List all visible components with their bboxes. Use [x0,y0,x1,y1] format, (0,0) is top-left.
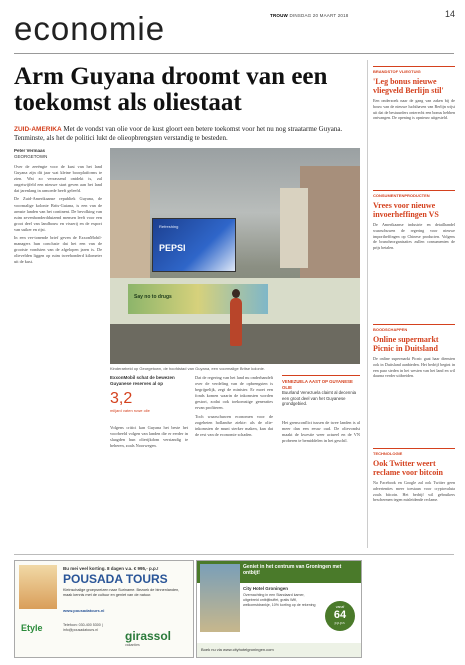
sidebar-item [373,66,455,190]
mural-text: Say no to drugs [134,294,172,300]
advertisement-pousada-tours[interactable] [14,560,194,658]
fact-box-text: Buurland Venezuela claimt al decennia een groot deel van het Guyanese grondgebied. [282,390,357,407]
sidebar-body: Een onderzoek naar de gang van zaken bij de bouw van de nieuwe luchthaven van Berlijn wijst uit dat de bestuurders onterecht een bonus hebben ontvangen. De opening is opnieuw uitgesteld. [373,98,455,121]
sidebar-section: TECHNOLOGIE [373,448,455,456]
sidebar-item [373,448,455,550]
paragraph: Over de zeeëngte voor de kust van het land Guyana zijn dit jaar wat kleine boorplatforms te zien. Wat zo verrassend ontdekt is, zal ongetwijfeld een nieuwe start geven aan het land dat jarenlang in armoede heeft geleefd. [14,164,102,194]
pull-quote-text: ExxonMobil schat de bewezen Guyanese reserves al op [110,375,175,386]
ad-logo: Etyle [21,623,43,633]
ad-hotel-name: City Hotel Groningen [243,586,288,591]
header-divider [14,53,454,54]
pull-quote-number: 3,2 [110,390,133,407]
ad-partner-sub: vakanties [125,643,140,647]
paragraph: Het grensconflict tussen de twee landen is al meer dan een eeuw oud. De olievondst maakt de kwestie weer actueel en de VN proberen te bemiddelen in het geschil. [282,420,360,444]
ad-partner-name: girassol [125,629,172,643]
sidebar-headline: 'Leg bonus nieuwe vliegveld Berlijn stil' [373,77,444,95]
person-head [232,289,240,298]
article-column-4 [282,420,360,547]
photo-caption: Kinderarbeid op Georgetown, de hoofdstad van Guyana, een voormalige Britse kolonie. [110,366,265,371]
ad-offer: Bu mei veel korting. 8 dagen v.a. € 995,- p.p.! [63,566,159,571]
masthead [270,13,349,18]
sidebar-body: Na Facebook en Google zal ook Twitter geen advertenties meer toestaan voor cryptovaluta zoals bitcoin. Het bedrijf wil gebruikers beschermen tegen misleidende reclame. [373,480,455,503]
sidebar-item [373,190,455,314]
page-number: 14 [445,9,456,19]
article-kicker: ZUID-AMERIKA [14,126,62,133]
issue-date: DINSDAG 20 MAART 2018 [289,13,349,18]
ad-partner-logo [125,629,171,647]
photo-billboard [152,218,236,272]
sidebar-item [373,324,455,448]
photo-person [230,298,242,346]
ad-price-prefix: vanaf [335,605,345,609]
pull-quote-unit: miljard vaten ruwe olie [110,408,150,413]
ads-divider [14,554,454,555]
fact-box-title: VENEZUELA AAST OP GUYANESE OLIE [282,379,353,390]
paragraph: Volgens critici kan Guyana het beste het voorbeeld volgen van landen die er eerder in slaagden hun olierijkdom verstandig te beheren, zoals Noorwegen. [110,425,188,449]
billboard-tag: Refreshing [159,224,179,229]
sidebar-headline: Online supermarkt Picnic in Duitsland [373,335,439,353]
paragraph: Toch waarschuwen economen voor de zogeheten hollandse ziekte: als de olie-inkomsten de munt sterker maken, kan dat de rest van de economie schaden. [195,413,273,437]
author-place: GEORGETOWN [14,154,48,159]
ad-text: Kleinschalige groepsreizen naar Suriname. Bezoek de binnenlanden, maak kennis met de cultuur en geniet van de natuur. [63,588,180,597]
photo-building [300,166,360,286]
fact-box [282,375,360,418]
ad-footer[interactable] [197,643,361,657]
article-lead-text: Met de vondst van olie voor de kust gloort een betere toekomst voor het nu nog straatarme Guyana. Tenminste, als het de politici lukt de olieopbrengsten verstandig te besteden. [14,125,343,142]
article-column-2 [110,425,188,547]
ad-features: Overnachting in een Standaard kamer, uitgebreid ontbijtbuffet, gratis Wifi, welkomstdrankje, 10% korting op de rekening [243,593,316,607]
advertisement-city-hotel[interactable] [196,560,362,658]
billboard-brand: PEPSI [159,243,186,253]
ad-photo [19,565,57,609]
photo-building [280,188,308,268]
author-name: Peter Vermaas [14,148,46,153]
article-column-1 [14,164,102,549]
pull-quote [110,375,188,417]
paragraph: De Zuid-Amerikaanse republiek Guyana, de voormalige kolonie Brits-Guiana, is een van de armste landen van het continent. De bevolking van ruim zevenhonderdduizend mensen leeft voor een groot deel van landbouw en visserij en de export van suiker en rijst. [14,196,102,232]
ad-booking-link[interactable]: Boek nu via www.cityhotelgroningen.com [201,647,274,652]
paragraph: In een ver-tonende brief geven de ExxonMobil-managers hun conclusie dat het een van de grootste vondsten van de afgelopen jaren is. De olievelden liggen op ruim tweehonderd kilometer uit de kust. [14,235,102,265]
sidebar-section: BRANDSTOF VLIEGTUIG [373,66,455,74]
ad-title: Geniet in het centrum van Groningen met ontbijt! [243,564,342,576]
paper-name: TROUW [270,13,288,18]
sidebar-section: BOODSCHAPPEN [373,324,455,332]
article-lead [14,125,359,143]
ad-website-link[interactable]: www.pousadatours.nl [63,608,105,613]
sidebar-headline: Vrees voor nieuwe invoerheffingen VS [373,201,439,219]
article-photo [110,148,360,364]
ad-brand: POUSADA TOURS [63,572,168,586]
ad-contact: Telefoon: 030-400 5300 | info@pousadatours.nl [63,623,103,632]
ad-price-suffix: p.p.p.n. [334,621,346,625]
article-column-3 [195,375,273,547]
sidebar-body: De online supermarkt Picnic gaat haar diensten ook in Duitsland aanbieden. Het bedrijf begint in een paar steden in het westen van het land en wil daarna verder uitbreiden. [373,356,455,379]
article-headline: Arm Guyana droomt van een toekomst als oliestaat [14,63,328,116]
paragraph: Dat de regering van het land nu onderhandelt over de verdeling van de opbrengsten is begrijpelijk, zegt de minister. Er moet een fonds komen waarin de inkomsten worden gestort, zodat ook toekomstige generaties ervan profiteren. [195,375,273,411]
ad-price-value: 64 [333,609,347,621]
sidebar-headline: Ook Twitter weert reclame voor bitcoin [373,459,443,477]
sidebar-divider [367,60,368,548]
sidebar-body: De Amerikaanse industrie en detailhandel waarschuwen de regering voor nieuwe importheffingen op Chinese producten. Volgens de brancheorganisaties zullen consumenten de prijs betalen. [373,222,455,251]
section-title: economie [14,10,166,47]
article-byline [14,148,47,160]
ad-price-badge [325,601,355,631]
sidebar-section: CONSUMENTENPRODUCTEN [373,190,455,198]
ad-photo [200,564,240,632]
